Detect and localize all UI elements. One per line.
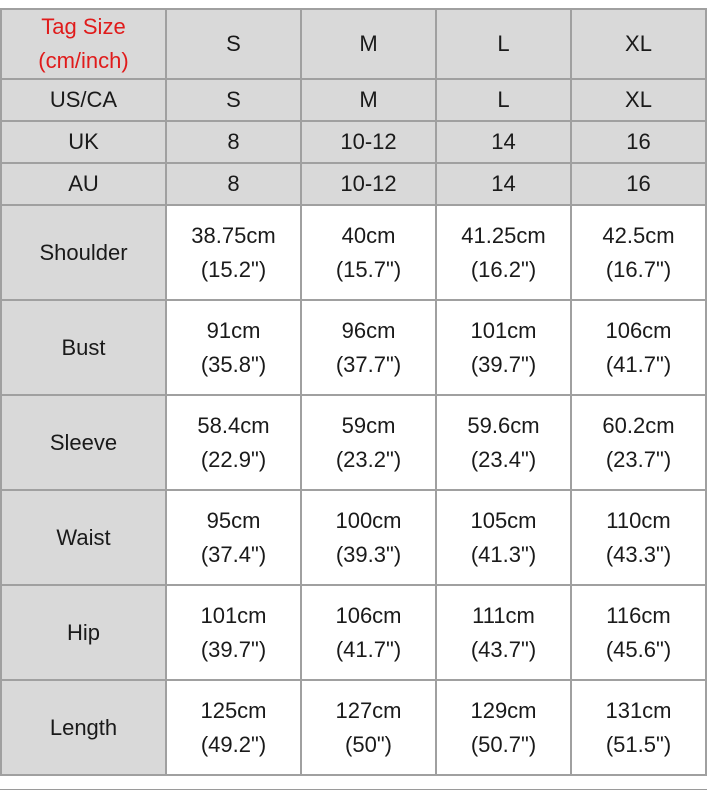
table-cell: 16: [571, 121, 706, 163]
inch-value: (43.3"): [605, 541, 672, 567]
inch-value: (39.7"): [200, 636, 267, 662]
cm-value: 41.25cm: [461, 222, 546, 248]
inch-value: (15.2"): [200, 256, 267, 282]
table-cell: 14: [436, 163, 571, 205]
tag-size-unit: (cm/inch): [38, 48, 129, 74]
size-header-m: M: [301, 9, 436, 79]
table-cell: 8: [166, 121, 301, 163]
measure-row-bust: [1, 300, 706, 395]
measure-row-hip: [1, 585, 706, 680]
inch-value: (43.7"): [470, 636, 537, 662]
inch-value: (51.5"): [605, 731, 672, 757]
cm-value: 129cm: [470, 697, 537, 723]
row-label: Hip: [1, 585, 166, 680]
table-cell: 8: [166, 163, 301, 205]
table-cell: [571, 395, 706, 490]
table-cell: [436, 300, 571, 395]
table-cell: [301, 300, 436, 395]
table-cell: [166, 490, 301, 585]
row-label: Sleeve: [1, 395, 166, 490]
size-header-xl: XL: [571, 9, 706, 79]
tag-size-header: [1, 9, 166, 79]
inch-value: (37.4"): [200, 541, 267, 567]
table-cell: [166, 300, 301, 395]
measure-row-sleeve: [1, 395, 706, 490]
region-row-au: [1, 163, 706, 205]
tag-size-label: Tag Size: [41, 14, 126, 39]
row-label: Waist: [1, 490, 166, 585]
size-header-s: S: [166, 9, 301, 79]
cm-value: 111cm: [472, 602, 535, 628]
table-cell: S: [166, 79, 301, 121]
inch-value: (15.7"): [335, 256, 402, 282]
cm-value: 116cm: [606, 602, 671, 628]
inch-value: (39.3"): [335, 541, 402, 567]
table-cell: [301, 395, 436, 490]
table-cell: [166, 395, 301, 490]
inch-value: (16.2"): [470, 256, 537, 282]
cm-value: 101cm: [200, 602, 267, 628]
table-cell: L: [436, 79, 571, 121]
row-label: US/CA: [1, 79, 166, 121]
row-label: Shoulder: [1, 205, 166, 300]
row-label: Length: [1, 680, 166, 775]
cm-value: 127cm: [335, 697, 402, 723]
bottom-border: [0, 789, 707, 790]
cm-value: 105cm: [470, 507, 537, 533]
table-cell: [301, 680, 436, 775]
table-cell: [301, 490, 436, 585]
inch-value: (23.4"): [470, 446, 537, 472]
cm-value: 91cm: [206, 317, 261, 343]
cm-value: 59.6cm: [467, 412, 540, 438]
cm-value: 38.75cm: [191, 222, 276, 248]
cm-value: 106cm: [605, 317, 672, 343]
cm-value: 125cm: [200, 697, 267, 723]
table-cell: [301, 585, 436, 680]
table-cell: 16: [571, 163, 706, 205]
table-cell: [436, 680, 571, 775]
cm-value: 58.4cm: [197, 412, 270, 438]
inch-value: (16.7"): [605, 256, 672, 282]
inch-value: (50.7"): [470, 731, 537, 757]
cm-value: 42.5cm: [602, 222, 675, 248]
cm-value: 110cm: [606, 507, 671, 533]
table-cell: [571, 680, 706, 775]
table-cell: 10-12: [301, 163, 436, 205]
table-cell: 10-12: [301, 121, 436, 163]
inch-value: (41.7"): [605, 351, 672, 377]
table-cell: [301, 205, 436, 300]
measure-row-length: [1, 680, 706, 775]
inch-value: (41.3"): [470, 541, 537, 567]
table-cell: [436, 395, 571, 490]
table-cell: [436, 205, 571, 300]
inch-value: (50"): [345, 731, 392, 757]
inch-value: (23.7"): [605, 446, 672, 472]
cm-value: 59cm: [341, 412, 396, 438]
measure-row-waist: [1, 490, 706, 585]
inch-value: (35.8"): [200, 351, 267, 377]
inch-value: (41.7"): [335, 636, 402, 662]
inch-value: (39.7"): [470, 351, 537, 377]
table-cell: XL: [571, 79, 706, 121]
table-cell: [166, 680, 301, 775]
cm-value: 101cm: [470, 317, 537, 343]
size-table: [0, 8, 707, 776]
table-cell: 14: [436, 121, 571, 163]
region-row-uk: [1, 121, 706, 163]
cm-value: 60.2cm: [602, 412, 675, 438]
row-label: UK: [1, 121, 166, 163]
row-label: AU: [1, 163, 166, 205]
table-cell: [571, 300, 706, 395]
region-row-us-ca: [1, 79, 706, 121]
table-cell: [436, 490, 571, 585]
measure-row-shoulder: [1, 205, 706, 300]
cm-value: 100cm: [335, 507, 402, 533]
table-cell: [166, 205, 301, 300]
cm-value: 106cm: [335, 602, 402, 628]
inch-value: (22.9"): [200, 446, 267, 472]
table-cell: [571, 490, 706, 585]
inch-value: (23.2"): [335, 446, 402, 472]
table-cell: [571, 205, 706, 300]
table-cell: [436, 585, 571, 680]
cm-value: 96cm: [341, 317, 396, 343]
table-cell: [166, 585, 301, 680]
size-header-l: L: [436, 9, 571, 79]
table-cell: M: [301, 79, 436, 121]
header-row: [1, 9, 706, 79]
inch-value: (49.2"): [200, 731, 267, 757]
cm-value: 40cm: [341, 222, 396, 248]
cm-value: 131cm: [605, 697, 672, 723]
table-cell: [571, 585, 706, 680]
inch-value: (45.6"): [605, 636, 672, 662]
cm-value: 95cm: [206, 507, 261, 533]
inch-value: (37.7"): [335, 351, 402, 377]
row-label: Bust: [1, 300, 166, 395]
